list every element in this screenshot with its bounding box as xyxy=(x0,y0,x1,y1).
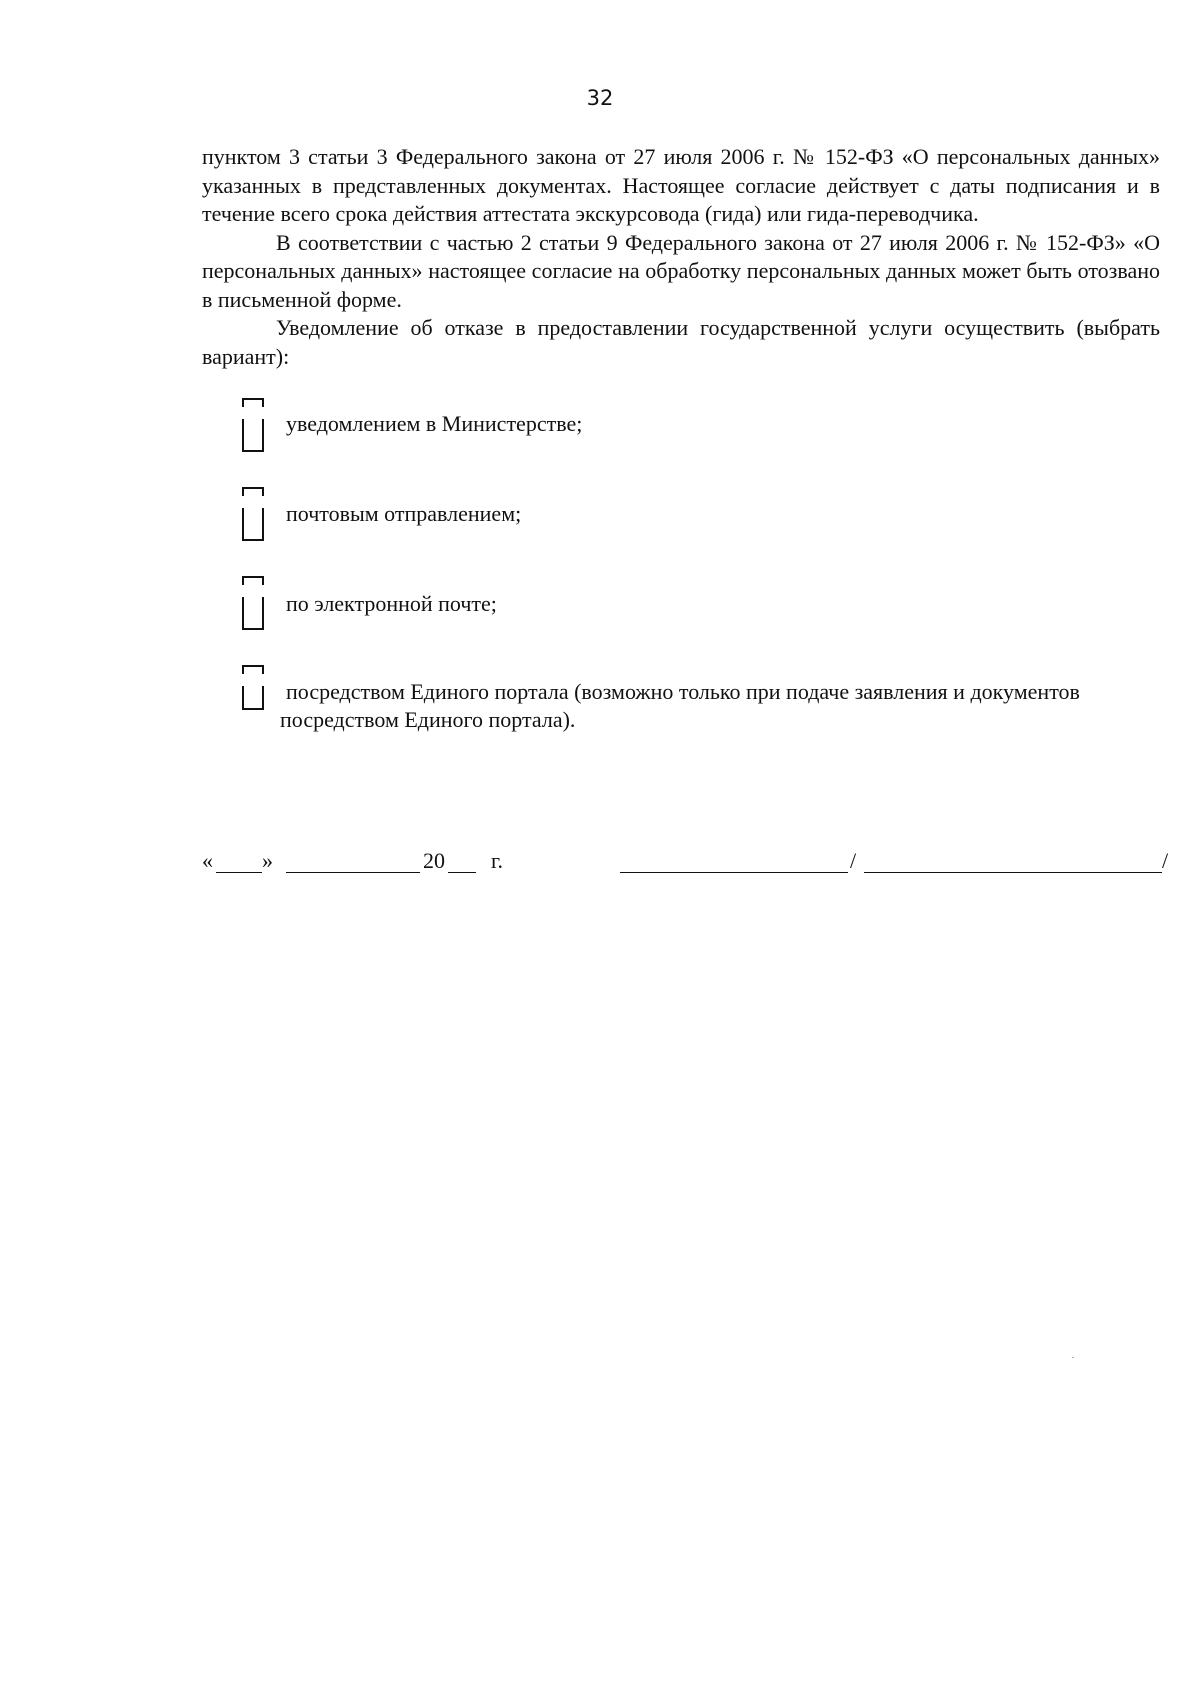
checkbox-ministry[interactable] xyxy=(242,398,264,452)
option-ministry-label: уведомлением в Министерстве; xyxy=(286,411,583,436)
day-blank[interactable] xyxy=(216,872,262,873)
separator-left: / xyxy=(850,848,857,873)
option-portal-label-line1: посредством Единого портала (возможно только при подаче заявления и документов xyxy=(286,679,1080,704)
option-portal-label xyxy=(280,678,1176,734)
signature-blank[interactable] xyxy=(620,872,848,873)
checkbox-portal[interactable] xyxy=(242,665,264,719)
option-post-label: почтовым отправлением; xyxy=(286,501,522,526)
year-prefix: 20 xyxy=(423,848,445,873)
name-blank[interactable] xyxy=(864,872,1162,873)
checkbox-post[interactable] xyxy=(242,487,264,541)
year-suffix: г. xyxy=(491,848,504,873)
consent-text xyxy=(202,143,1160,371)
checkbox-email[interactable] xyxy=(242,576,264,630)
option-email-label: по электронной почте; xyxy=(286,591,497,616)
paragraph-personal-data-consent: пунктом 3 статьи 3 Федерального закона от 27 июля 2006 г. № 152-ФЗ «О персональных данных» указанных в представленных документах. Настоящее согласие действует с даты подписания и в течение всего срока действия аттестата экскурсовода (гида) или гида-переводчика. xyxy=(202,144,1160,226)
paragraph-withdrawal: В соответствии с частью 2 статьи 9 Федерального закона от 27 июля 2006 г. № 152-ФЗ» «О персональных данных» настоящее согласие на обработку персональных данных может быть отозвано в письменной форме. xyxy=(202,229,1160,312)
scan-speck xyxy=(1072,1357,1074,1358)
month-blank[interactable] xyxy=(286,872,420,873)
separator-right: / xyxy=(1162,848,1169,873)
option-portal-label-line2: посредством Единого портала). xyxy=(280,707,576,732)
page-number: 32 xyxy=(586,86,614,110)
quote-open: « xyxy=(202,848,213,873)
date-signature-line xyxy=(202,846,1172,878)
quote-close: » xyxy=(262,848,273,873)
paragraph-notification-choice: Уведомление об отказе в предоставлении государственной услуги осуществить (выбрать вариант): xyxy=(202,315,1160,369)
year-blank[interactable] xyxy=(448,872,476,873)
